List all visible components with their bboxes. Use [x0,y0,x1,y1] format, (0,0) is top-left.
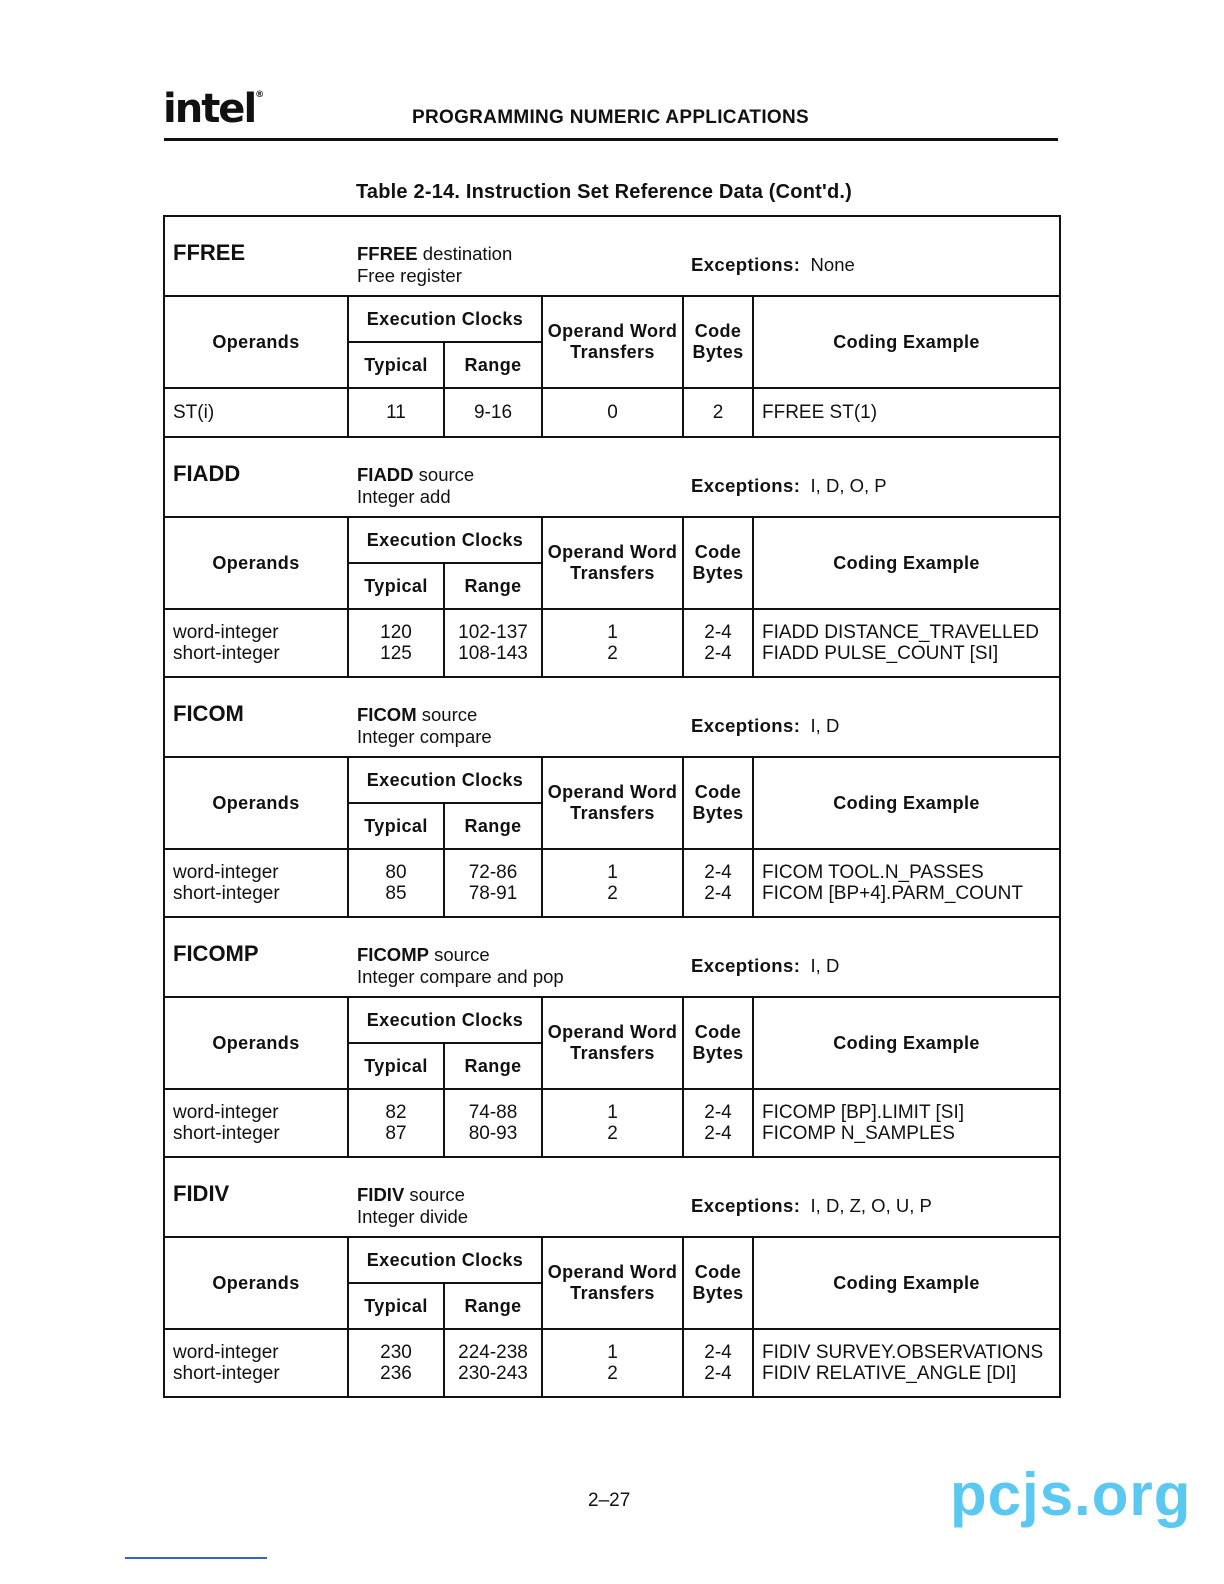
exceptions-label: Exceptions: [691,955,801,976]
value-bytes: 2-4 [704,1342,732,1363]
col-range: Range [444,1043,542,1089]
instruction-header-row [164,677,1060,757]
exceptions-label: Exceptions: [691,1195,801,1216]
value-typical: 125 [380,643,412,664]
value-transfers: 2 [607,883,618,904]
value-example: FIDIV SURVEY.OBSERVATIONS [762,1342,1044,1363]
value-typical: 82 [385,1102,407,1123]
instruction-exceptions [691,475,887,497]
col-code-bytes [683,517,753,609]
value-range: 80-93 [468,1123,518,1144]
col-transfers-line1: Operand Word [547,321,678,341]
value-example: FFREE ST(1) [762,402,878,423]
col-bytes-line2: Bytes [692,1283,744,1303]
col-transfers-line2: Transfers [570,342,655,362]
value-bytes: 2-4 [704,622,732,643]
value-transfers: 1 [607,1342,618,1363]
value-bytes: 2 [712,402,724,423]
value-transfers: 1 [607,622,618,643]
instruction-syntax [357,944,564,988]
column-header-row [164,296,1060,342]
col-coding-example: Coding Example [753,997,1060,1089]
syntax-arg: source [404,1184,465,1205]
value-operand: short-integer [173,643,280,664]
value-transfers: 2 [607,1123,618,1144]
instruction-header-row [164,917,1060,997]
col-transfers-line2: Transfers [570,563,655,583]
value-range: 108-143 [458,643,528,664]
syntax-op: FICOM [357,704,417,725]
value-operand: short-integer [173,883,280,904]
cell-bytes [683,388,753,437]
col-transfers-line1: Operand Word [547,1262,678,1282]
instruction-header-row [164,1157,1060,1237]
syntax-arg: source [416,704,478,725]
syntax-op: FICOMP [357,944,429,965]
data-row [164,1329,1060,1397]
data-row [164,1089,1060,1157]
cell-operand [164,609,348,677]
value-transfers: 2 [607,1363,618,1384]
value-typical: 236 [380,1363,412,1384]
exceptions-value: None [810,254,855,275]
value-range: 72-86 [468,862,518,883]
value-example: FICOMP [BP].LIMIT [SI] [762,1102,965,1123]
cell-transfers [542,388,683,437]
col-coding-example: Coding Example [753,517,1060,609]
col-execution-clocks: Execution Clocks [348,757,542,803]
intel-logo [163,86,264,132]
value-range: 78-91 [468,883,518,904]
instruction-exceptions [691,254,855,276]
instruction-mnemonic: FIDIV [173,1181,230,1206]
instruction-description: Integer compare [357,726,492,747]
instruction-exceptions [691,715,839,737]
cell-typical [348,1089,444,1157]
registered-mark: ® [255,90,265,100]
cell-example [753,609,1060,677]
col-execution-clocks: Execution Clocks [348,997,542,1043]
value-range: 74-88 [468,1102,518,1123]
header-rule [164,138,1058,141]
cell-example [753,849,1060,917]
col-code-bytes [683,757,753,849]
cell-range [444,1329,542,1397]
value-operand: short-integer [173,1123,280,1144]
value-bytes: 2-4 [704,1363,732,1384]
value-operand: word-integer [173,622,279,643]
cell-typical [348,1329,444,1397]
col-transfers-line1: Operand Word [547,1022,678,1042]
cell-bytes [683,609,753,677]
instruction-header-row [164,216,1060,296]
cell-transfers [542,1329,683,1397]
column-header-row [164,997,1060,1043]
exceptions-value: I, D [810,955,840,976]
syntax-op: FIADD [357,464,414,485]
value-example: FIADD PULSE_COUNT [SI] [762,643,999,664]
col-coding-example: Coding Example [753,757,1060,849]
value-range: 224-238 [458,1342,528,1363]
value-range: 102-137 [458,622,528,643]
value-bytes: 2-4 [704,1102,732,1123]
col-execution-clocks: Execution Clocks [348,296,542,342]
cell-operand [164,1089,348,1157]
pcjs-watermark: pcjs.org [950,1461,1192,1528]
exceptions-value: I, D, Z, O, U, P [810,1195,932,1216]
col-range: Range [444,1283,542,1329]
value-typical: 80 [385,862,407,883]
col-typical: Typical [348,342,444,388]
value-example: FICOMP N_SAMPLES [762,1123,955,1144]
cell-typical [348,849,444,917]
instruction-description: Free register [357,265,462,286]
col-code-bytes [683,997,753,1089]
cell-bytes [683,849,753,917]
syntax-arg: source [428,944,490,965]
value-example: FIADD DISTANCE_TRAVELLED [762,622,1039,643]
cell-example [753,1329,1060,1397]
instruction-description: Integer divide [357,1206,469,1227]
col-operands: Operands [164,296,348,388]
instruction-reference-table [163,215,1061,1398]
syntax-arg: source [413,464,475,485]
cell-operand [164,1329,348,1397]
col-operand-word-transfers [542,757,683,849]
data-row [164,849,1060,917]
value-operand: ST(i) [173,402,215,423]
col-transfers-line2: Transfers [570,1043,655,1063]
value-operand: word-integer [173,1102,279,1123]
col-operands: Operands [164,1237,348,1329]
col-operands: Operands [164,517,348,609]
syntax-op: FIDIV [357,1184,405,1205]
data-row [164,388,1060,437]
cell-range [444,849,542,917]
instruction-mnemonic: FICOM [173,701,244,726]
cell-range [444,1089,542,1157]
instruction-header-cell [164,917,1060,997]
col-coding-example: Coding Example [753,296,1060,388]
table-body [164,216,1060,1397]
cell-range [444,609,542,677]
column-header-row [164,757,1060,803]
value-transfers: 0 [607,402,618,423]
instruction-exceptions [691,1195,932,1217]
col-code-bytes [683,1237,753,1329]
value-typical: 85 [385,883,407,904]
table-title: Table 2-14. Instruction Set Reference Data (Cont'd.) [356,181,852,203]
value-typical: 87 [385,1123,407,1144]
col-bytes-line2: Bytes [692,1043,744,1063]
value-example: FIDIV RELATIVE_ANGLE [DI] [762,1363,1017,1384]
instruction-header-cell [164,677,1060,757]
cell-transfers [542,1089,683,1157]
col-bytes-line1: Code [694,542,742,562]
cell-range [444,388,542,437]
col-bytes-line2: Bytes [692,803,744,823]
instruction-syntax [357,1184,468,1228]
value-transfers: 1 [607,862,618,883]
value-bytes: 2-4 [704,883,732,904]
col-transfers-line1: Operand Word [547,542,678,562]
col-range: Range [444,342,542,388]
value-range: 9-16 [473,402,513,423]
instruction-header-row [164,437,1060,517]
page-number: 2–27 [588,1490,631,1511]
col-typical: Typical [348,563,444,609]
value-typical: 120 [380,622,412,643]
col-typical: Typical [348,803,444,849]
instruction-syntax [357,243,512,287]
cell-bytes [683,1089,753,1157]
col-typical: Typical [348,1043,444,1089]
instruction-mnemonic: FICOMP [173,941,259,966]
value-operand: word-integer [173,862,279,883]
cell-operand [164,849,348,917]
instruction-description: Integer add [357,486,451,507]
cell-transfers [542,609,683,677]
value-operand: word-integer [173,1342,279,1363]
cell-transfers [542,849,683,917]
cell-bytes [683,1329,753,1397]
col-execution-clocks: Execution Clocks [348,517,542,563]
value-typical: 11 [386,402,406,423]
col-transfers-line2: Transfers [570,803,655,823]
syntax-op: FFREE [357,243,418,264]
col-range: Range [444,803,542,849]
value-range: 230-243 [458,1363,528,1384]
col-transfers-line1: Operand Word [547,782,678,802]
cell-typical [348,609,444,677]
value-bytes: 2-4 [704,1123,732,1144]
col-bytes-line1: Code [694,1022,742,1042]
col-bytes-line1: Code [694,782,742,802]
value-bytes: 2-4 [704,643,732,664]
col-operand-word-transfers [542,517,683,609]
col-bytes-line2: Bytes [692,342,744,362]
value-example: FICOM TOOL.N_PASSES [762,862,984,883]
col-operands: Operands [164,757,348,849]
cell-example [753,388,1060,437]
instruction-description: Integer compare and pop [357,966,564,987]
cell-typical [348,388,444,437]
instruction-header-cell [164,1157,1060,1237]
col-code-bytes [683,296,753,388]
page-header-title: PROGRAMMING NUMERIC APPLICATIONS [412,107,809,128]
value-bytes: 2-4 [704,862,732,883]
value-typical: 230 [380,1342,412,1363]
column-header-row [164,1237,1060,1283]
instruction-header-cell [164,437,1060,517]
logo-text: intel [163,86,256,132]
value-transfers: 2 [607,643,618,664]
value-transfers: 1 [607,1102,618,1123]
value-example: FICOM [BP+4].PARM_COUNT [762,883,1023,904]
exceptions-label: Exceptions: [691,254,801,275]
col-execution-clocks: Execution Clocks [348,1237,542,1283]
instruction-header-cell [164,216,1060,296]
cell-operand [164,388,348,437]
col-bytes-line1: Code [694,321,742,341]
footer-link-underline [125,1557,267,1559]
col-coding-example: Coding Example [753,1237,1060,1329]
cell-example [753,1089,1060,1157]
instruction-syntax [357,464,474,508]
col-operand-word-transfers [542,1237,683,1329]
exceptions-label: Exceptions: [691,715,801,736]
instruction-exceptions [691,955,839,977]
column-header-row [164,517,1060,563]
exceptions-value: I, D [810,715,840,736]
col-range: Range [444,563,542,609]
instruction-syntax [357,704,492,748]
col-operand-word-transfers [542,997,683,1089]
exceptions-label: Exceptions: [691,475,801,496]
col-typical: Typical [348,1283,444,1329]
col-bytes-line2: Bytes [692,563,744,583]
syntax-arg: destination [417,243,513,264]
value-operand: short-integer [173,1363,280,1384]
exceptions-value: I, D, O, P [810,475,887,496]
instruction-mnemonic: FIADD [173,461,241,486]
data-row [164,609,1060,677]
col-operands: Operands [164,997,348,1089]
col-operand-word-transfers [542,296,683,388]
col-transfers-line2: Transfers [570,1283,655,1303]
col-bytes-line1: Code [694,1262,742,1282]
instruction-mnemonic: FFREE [173,240,246,265]
